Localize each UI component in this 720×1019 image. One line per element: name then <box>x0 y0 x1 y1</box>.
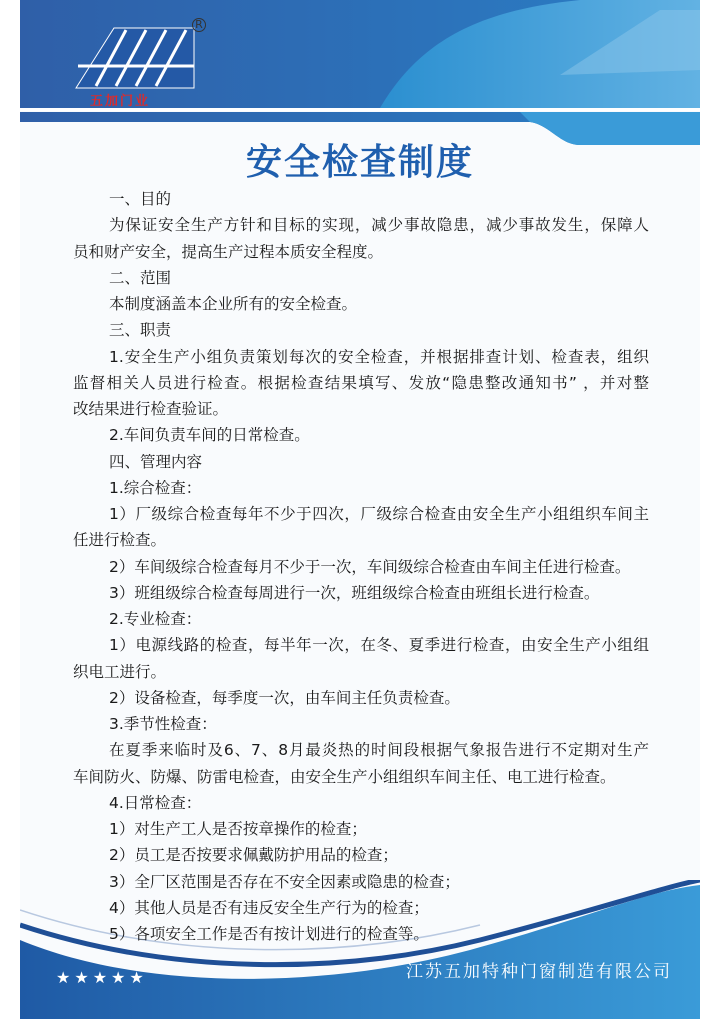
stars-decoration: ★★★★★ <box>56 968 148 987</box>
text-line: 二、范围 <box>109 268 172 287</box>
company-name: 江苏五加特种门窗制造有限公司 <box>406 962 672 982</box>
text-line: 2.专业检查： <box>109 610 202 628</box>
text-line: 1）对生产工人是否按章操作的检查； <box>109 820 367 838</box>
logo-brand-text: 五加门业 <box>90 94 151 109</box>
text-line: 车间防火、防爆、防雷电检查，由安全生产小组组织车间主任、电工进行检查。 <box>73 767 616 786</box>
text-line: 在夏季来临时及6、7、8月最炎热的时间段根据气象报告进行不定期对生产 <box>109 741 649 760</box>
text-line: 4）其他人员是否有违反安全生产行为的检查； <box>109 898 429 917</box>
page-title: 安全检查制度 <box>245 142 474 183</box>
text-line: 本制度涵盖本企业所有的安全检查。 <box>109 295 358 313</box>
text-line: 1.安全生产小组负责策划每次的安全检查，并根据排查计划、检查表，组织 <box>109 347 649 366</box>
poster <box>20 0 700 1019</box>
text-line: 2）员工是否按要求佩戴防护用品的检查； <box>109 846 398 865</box>
text-line: 织电工进行。 <box>73 662 167 681</box>
text-line: 为保证安全生产方针和目标的实现，减少事故隐患，减少事故发生，保障人 <box>109 216 649 235</box>
text-line: 2.车间负责车间的日常检查。 <box>109 426 310 445</box>
text-line: 任进行检查。 <box>73 531 167 550</box>
text-line: 5）各项安全工作是否有按计划进行的检查等。 <box>109 925 429 943</box>
text-line: 改结果进行检查验证。 <box>73 400 229 418</box>
text-line: 2）车间级综合检查每月不少于一次，车间级综合检查由车间主任进行检查。 <box>109 557 631 576</box>
text-line: 2）设备检查，每季度一次，由车间主任负责检查。 <box>109 688 460 707</box>
text-line: 员和财产安全，提高生产过程本质安全程度。 <box>73 242 384 261</box>
text-line: 4.日常检查： <box>109 793 202 812</box>
registered-mark: R <box>192 18 206 32</box>
text-line: 1）厂级综合检查每年不少于四次，厂级综合检查由安全生产小组组织车间主 <box>109 505 649 523</box>
text-line: 四、管理内容 <box>109 452 203 471</box>
text-line: 1）电源线路的检查，每半年一次，在冬、夏季进行检查，由安全生产小组组 <box>109 636 649 655</box>
document-body <box>73 186 649 947</box>
text-line: 三、职责 <box>109 321 172 340</box>
text-line: 3.季节性检查： <box>109 715 217 733</box>
text-line: 3）班组级综合检查每周进行一次，班组级综合检查由班组长进行检查。 <box>109 583 600 602</box>
text-line: 1.综合检查： <box>109 478 202 497</box>
text-line: 3）全厂区范围是否存在不安全因素或隐患的检查； <box>109 872 460 891</box>
text-line: 监督相关人员进行检查。根据检查结果填写、发放“隐患整改通知书” ，并对整 <box>73 373 649 392</box>
text-line: 一、目的 <box>109 190 172 208</box>
